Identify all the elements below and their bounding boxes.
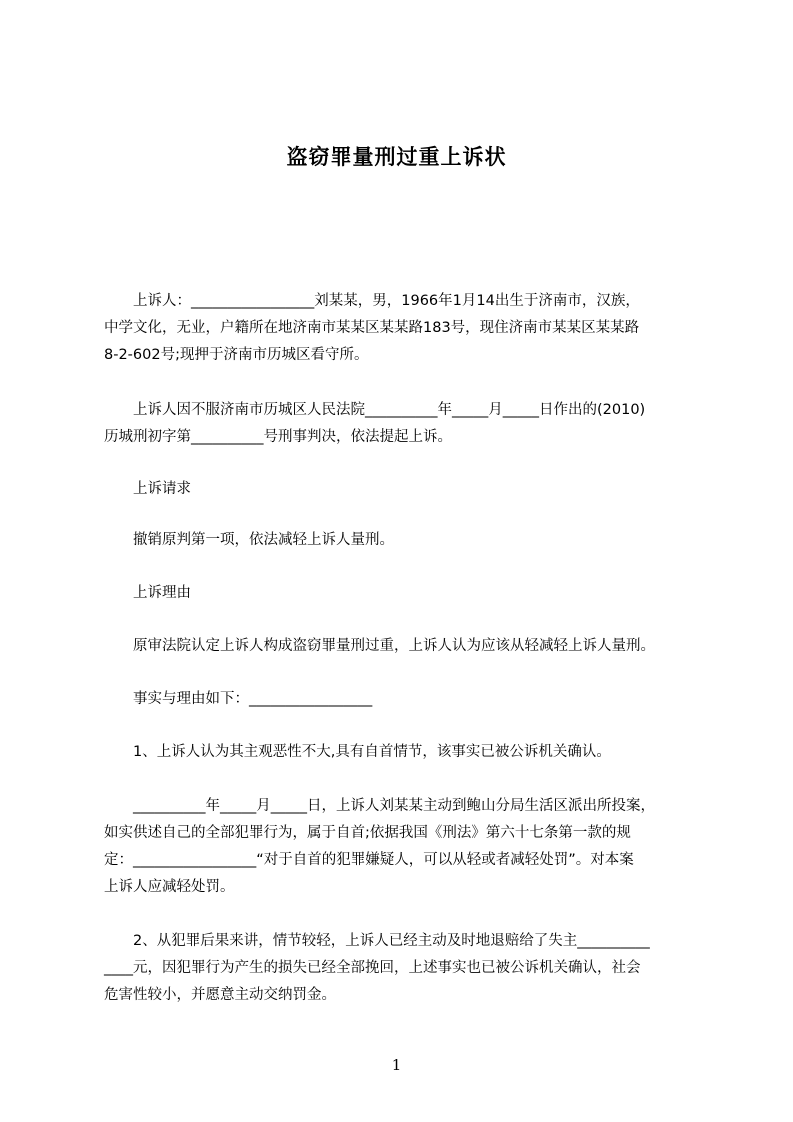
facts-intro-paragraph [104, 686, 704, 713]
text-line: 上诉请求 [104, 481, 191, 497]
text-line: 上诉理由 [104, 585, 191, 601]
text-line: 定：_________________“对于自首的犯罪嫌疑人，可以从轻或者减轻处罚”。对本案 [104, 852, 634, 868]
text-line: 事实与理由如下：_________________ [104, 691, 373, 707]
text-line: 原审法院认定上诉人构成盗窃罪量刑过重，上诉人认为应该从轻减轻上诉人量刑。 [104, 638, 655, 654]
appeal-intro-paragraph [104, 397, 704, 451]
text-line: 撤销原判第一项，依法减轻上诉人量刑。 [104, 532, 394, 548]
text-line: ____元，因犯罪行为产生的损失已经全部挽回，上述事实也已被公诉机关确认，社会 [104, 960, 641, 976]
page-number: 1 [391, 1056, 402, 1074]
text-line: 如实供述自己的全部犯罪行为，属于自首;依据我国《刑法》第六十七条第一款的规 [104, 825, 631, 841]
appeal-request-heading [104, 476, 704, 503]
text-line: 危害性较小，并愿意主动交纳罚金。 [104, 987, 336, 1003]
text-line: 历城刑初字第__________号刑事判决，依法提起上诉。 [104, 429, 452, 445]
point-1-paragraph [104, 739, 704, 766]
text-line: 中学文化，无业，户籍所在地济南市某某区某某路183号，现住济南市某某区某某路 [104, 320, 640, 336]
text-line: 2、从犯罪后果来讲，情节较轻，上诉人已经主动及时地退赔给了失主__________ [104, 933, 650, 949]
surrender-paragraph [104, 793, 704, 901]
text-line: 上诉人应减轻处罚。 [104, 879, 235, 895]
text-line: 上诉人：_________________刘某某，男，1966年1月14出生于济南市，汉族， [104, 293, 640, 309]
point-2-paragraph [104, 928, 704, 1009]
text-line: 8-2-602号;现押于济南市历城区看守所。 [104, 347, 369, 363]
appeal-reason-paragraph [104, 633, 704, 660]
appeal-reason-heading [104, 580, 704, 607]
appeal-request-paragraph [104, 527, 704, 554]
document-title: 盗窃罪量刑过重上诉状 [286, 145, 507, 169]
text-line: __________年_____月_____日，上诉人刘某某主动到鲍山分局生活区派出所投案， [104, 798, 655, 814]
appellant-info-paragraph [104, 288, 704, 369]
text-line: 上诉人因不服济南市历城区人民法院__________年_____月_____日作出的(2010) [104, 402, 646, 418]
text-line: 1、上诉人认为其主观恶性不大,具有自首情节，该事实已被公诉机关确认。 [104, 744, 611, 760]
